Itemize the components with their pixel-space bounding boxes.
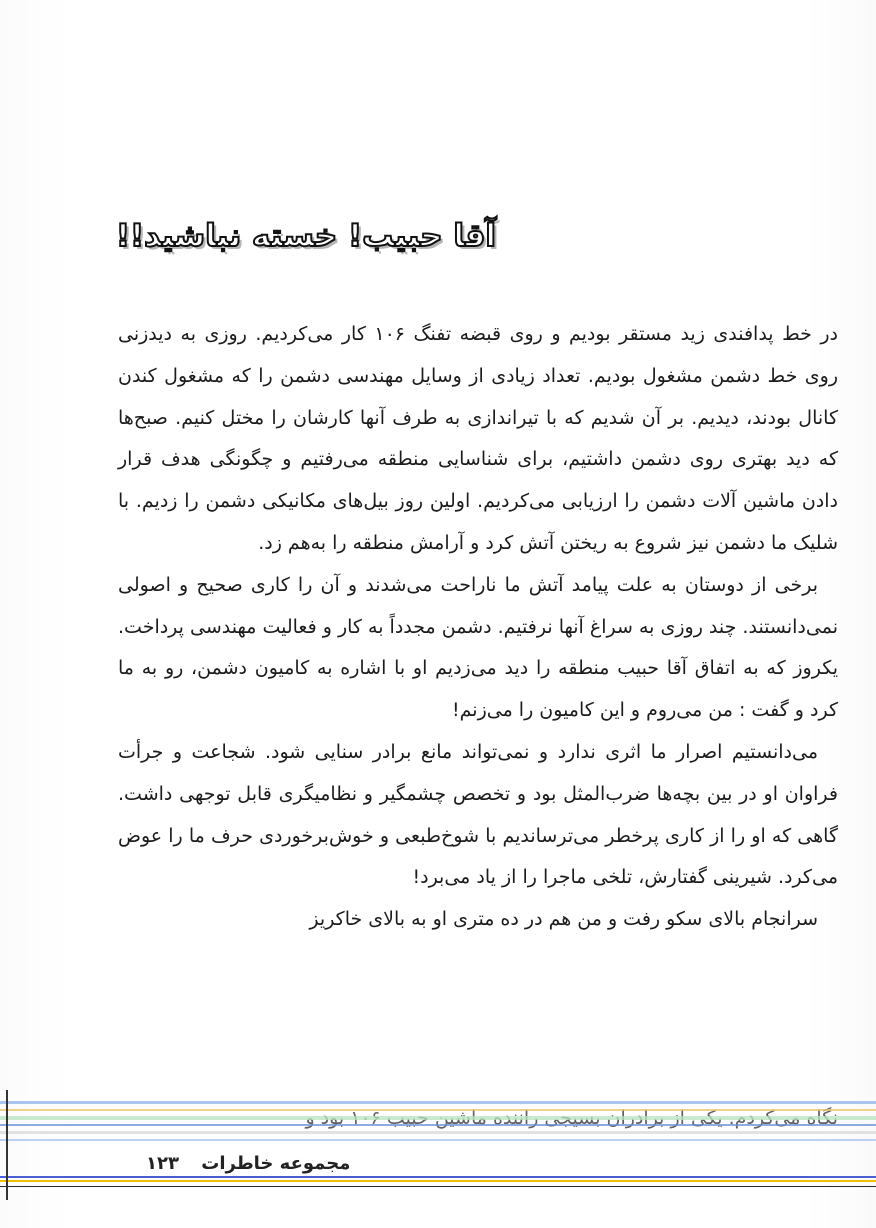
scan-stripe <box>0 1139 876 1141</box>
scan-rule-line <box>0 1186 876 1187</box>
page-number: ۱۲۳ <box>146 1153 179 1174</box>
body-text <box>118 314 838 941</box>
scan-artifact-band <box>0 1097 876 1149</box>
page-edge-mark <box>6 1090 8 1200</box>
paragraph: می‌دانستیم اصرار ما اثری ندارد و نمی‌تواند مانع برادر سنایی شود. شجاعت و جرأت فراوان او در بین بچه‌ها ضرب‌المثل بود و تخصص چشمگیر و نظامیگری قابل توجهی داشت. گاهی که او را از کاری پرخطر می‌ترساندیم با شوخ‌طبعی و خوش‌برخوردی حرف ما را عوض می‌کرد. شیرینی گفتارش، تلخی ماجرا را از یاد می‌برد! <box>118 740 838 889</box>
page-footer <box>146 1153 350 1174</box>
scan-stripe <box>0 1131 876 1134</box>
scan-rule-line <box>0 1176 876 1178</box>
scan-stripe <box>0 1101 876 1104</box>
paragraph: برخی از دوستان به علت پیامد آتش ما ناراحت می‌شدند و آن را کاری صحیح و اصولی نمی‌دانستند. چند روزی به سراغ آنها نرفتیم. دشمن مجدداً به کار و فعالیت مهندسی پرداخت. یکروز که به اتفاق آقا حبیب منطقه را دید می‌زدیم او با اشاره به کامیون دشمن، رو به ما کرد و گفت : من می‌روم و این کامیون را می‌زنم! <box>118 573 838 722</box>
chapter-title: آقا حبیب! خسته نباشید!! <box>115 218 496 254</box>
scan-stripe <box>0 1124 876 1126</box>
scan-stripe <box>0 1109 876 1111</box>
scan-rule-line <box>0 1180 876 1182</box>
paragraph: سرانجام بالای سکو رفت و من هم در ده متری او به بالای خاکریز <box>309 908 818 931</box>
scan-stripe <box>0 1116 876 1120</box>
paragraph: در خط پدافندی زید مستقر بودیم و روی قبضه تفنگ ۱۰۶ کار می‌کردیم. روزی به دیدزنی روی خط دشمن مشغول بودیم. تعداد زیادی از وسایل مهندسی دشمن را که مشغول کندن کانال بودند، دیدیم. بر آن شدیم که با تیراندازی به طرف آنها کارشان را مختل کنیم. صبح‌ها که دید بهتری روی دشمن داشتیم، برای شناسایی منطقه می‌رفتیم و چگونگی هدف قرار دادن ماشین آلات دشمن را ارزیابی می‌کردیم. اولین روز بیل‌های مکانیکی دشمن را زدیم. با شلیک ما دشمن نیز شروع به ریختن آتش کرد و آرامش منطقه را به‌هم زد. <box>118 323 838 554</box>
book-title: مجموعه خاطرات <box>201 1153 351 1174</box>
